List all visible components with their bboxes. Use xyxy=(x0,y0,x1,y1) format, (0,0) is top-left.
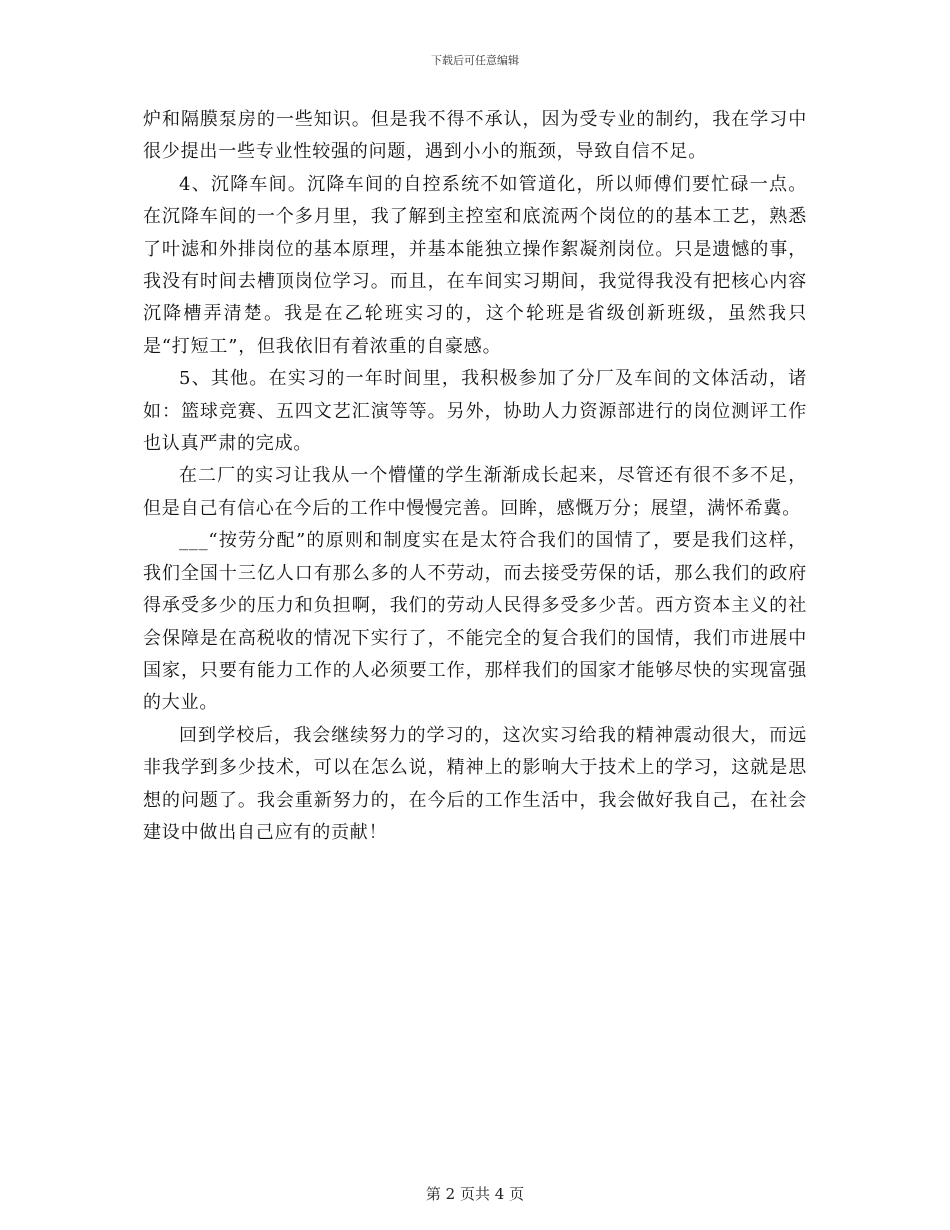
document-body xyxy=(143,104,807,849)
paragraph-return-to-school: 回到学校后，我会继续努力的学习的，这次实习给我的精神震动很大，而远非我学到多少技术，可以在怎么说，精神上的影响大于技术上的学习，这就是思想的问题了。我会重新努力的，在今后的工作生活中，我会做好我自己，在社会建设中做出自己应有的贡献！ xyxy=(143,724,807,843)
page-header-note: 下载后可任意编辑 xyxy=(431,54,519,67)
paragraph-sedimentation-workshop: 4、沉降车间。沉降车间的自控系统不如管道化，所以师傅们要忙碌一点。在沉降车间的一个多月里，我了解到主控室和底流两个岗位的的基本工艺，熟悉了叶滤和外排岗位的基本原理，并基本能独立操作絮凝剂岗位。只是遗憾的事，我没有时间去槽顶岗位学习。而且，在车间实习期间，我觉得我没有把核心内容沉降槽弄清楚。我是在乙轮班实习的，这个轮班是省级创新班级，虽然我只是“打短工”，但我依旧有着浓重的自豪感。 xyxy=(143,173,807,357)
paragraph-internship-summary: 在二厂的实习让我从一个懵懂的学生渐渐成长起来，尽管还有很不多不足，但是自己有信心在今后的工作中慢慢完善。回眸，感慨万分；展望，满怀希冀。 xyxy=(143,465,807,519)
paragraph-continuation: 炉和隔膜泵房的一些知识。但是我不得不承认，因为受专业的制约，我在学习中很少提出一些专业性较强的问题，遇到小小的瓶颈，导致自信不足。 xyxy=(143,109,807,163)
page-number: 第 2 页共 4 页 xyxy=(425,1185,525,1203)
paragraph-distribution-principle: ___“按劳分配”的原则和制度实在是太符合我们的国情了，要是我们这样，我们全国十三亿人口有那么多的人不劳动，而去接受劳保的话，那么我们的政府得承受多少的压力和负担啊，我们的劳动人民得多受多少苦。西方资本主义的社会保障是在高税收的情况下实行了，不能完全的复合我们的国情，我们市进展中国家，只要有能力工作的人必须要工作，那样我们的国家才能够尽快的实现富强的大业。 xyxy=(143,530,807,714)
paragraph-other-activities: 5、其他。在实习的一年时间里，我积极参加了分厂及车间的文体活动，诸如：篮球竞赛、五四文艺汇演等等。另外，协助人力资源部进行的岗位测评工作也认真严肃的完成。 xyxy=(143,368,807,455)
